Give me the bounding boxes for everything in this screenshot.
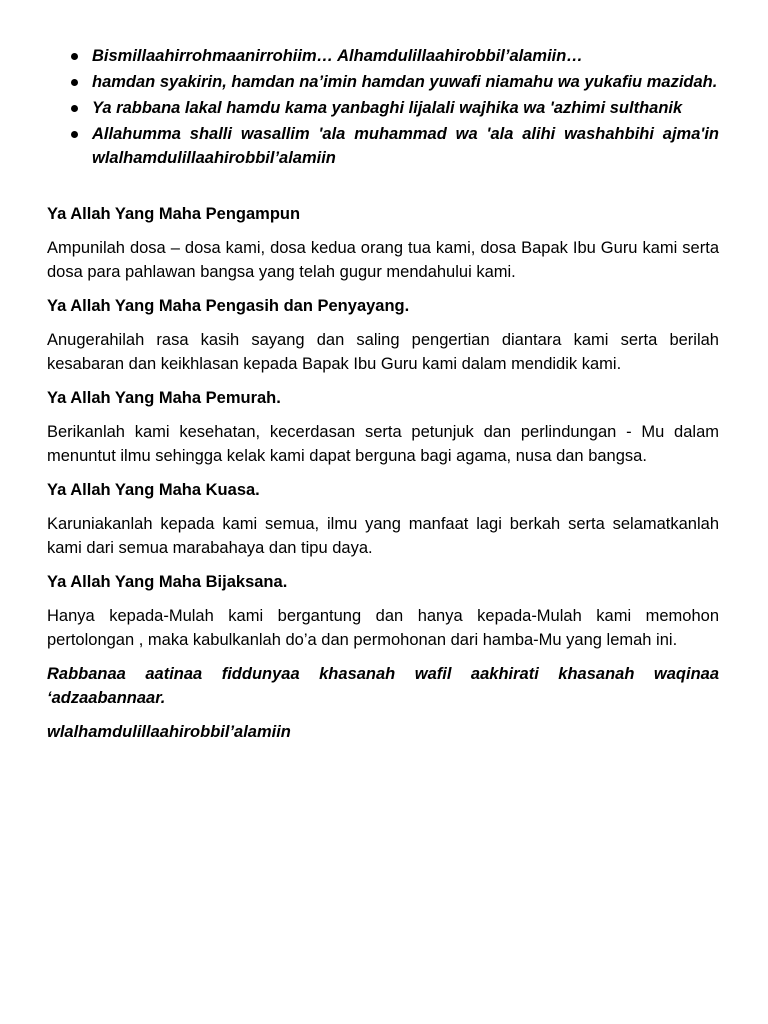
- closing-final: wlalhamdulillaahirobbil’alamiin: [47, 723, 291, 741]
- opening-bullet-list: [47, 44, 719, 170]
- bullet-dot-icon: [71, 105, 78, 112]
- section-body: Hanya kepada-Mulah kami bergantung dan hanya kepada-Mulah kami memohon pertolongan , maka kabulkanlah do’a dan permohonan dari hamba-Mu yang lemah ini.: [47, 607, 719, 649]
- bullet-item: [47, 70, 719, 94]
- bullet-text: hamdan syakirin, hamdan na’imin hamdan yuwafi niamahu wa yukafiu mazidah.: [92, 73, 718, 91]
- document-page: [47, 44, 719, 754]
- section-heading: Ya Allah Yang Maha Pengampun: [47, 205, 301, 223]
- bullet-text: Bismillaahirrohmaanirrohiim… Alhamdulillaahirobbil’alamiin…: [92, 47, 583, 65]
- closing-prayer: Rabbanaa aatinaa fiddunyaa khasanah wafil aakhirati khasanah waqinaa ‘adzaabannaar.: [47, 665, 719, 707]
- section-heading: Ya Allah Yang Maha Kuasa.: [47, 481, 260, 499]
- bullet-dot-icon: [71, 79, 78, 86]
- section-heading: Ya Allah Yang Maha Pengasih dan Penyayang.: [47, 297, 410, 315]
- section-body: Ampunilah dosa – dosa kami, dosa kedua orang tua kami, dosa Bapak Ibu Guru kami serta dosa para pahlawan bangsa yang telah gugur mendahului kami.: [47, 239, 719, 281]
- bullet-item: [47, 96, 719, 120]
- section-body: Anugerahilah rasa kasih sayang dan saling pengertian diantara kami serta berilah kesabaran dan keikhlasan kepada Bapak Ibu Guru kami dalam mendidik kami.: [47, 331, 719, 373]
- bullet-dot-icon: [71, 53, 78, 60]
- section-body: Karuniakanlah kepada kami semua, ilmu yang manfaat lagi berkah serta selamatkanlah kami dari semua marabahaya dan tipu daya.: [47, 515, 719, 557]
- prayer-sections: [47, 202, 719, 744]
- bullet-text: Allahumma shalli wasallim 'ala muhammad wa 'ala alihi washahbihi ajma'in wlalhamdulillaahirobbil’alamiin: [92, 125, 719, 167]
- bullet-item: [47, 44, 719, 68]
- section-heading: Ya Allah Yang Maha Bijaksana.: [47, 573, 288, 591]
- bullet-item: [47, 122, 719, 170]
- section-body: Berikanlah kami kesehatan, kecerdasan serta petunjuk dan perlindungan - Mu dalam menuntut ilmu sehingga kelak kami dapat berguna bagi agama, nusa dan bangsa.: [47, 423, 719, 465]
- section-heading: Ya Allah Yang Maha Pemurah.: [47, 389, 281, 407]
- bullet-text: Ya rabbana lakal hamdu kama yanbaghi lijalali wajhika wa 'azhimi sulthanik: [92, 99, 683, 117]
- bullet-dot-icon: [71, 131, 78, 138]
